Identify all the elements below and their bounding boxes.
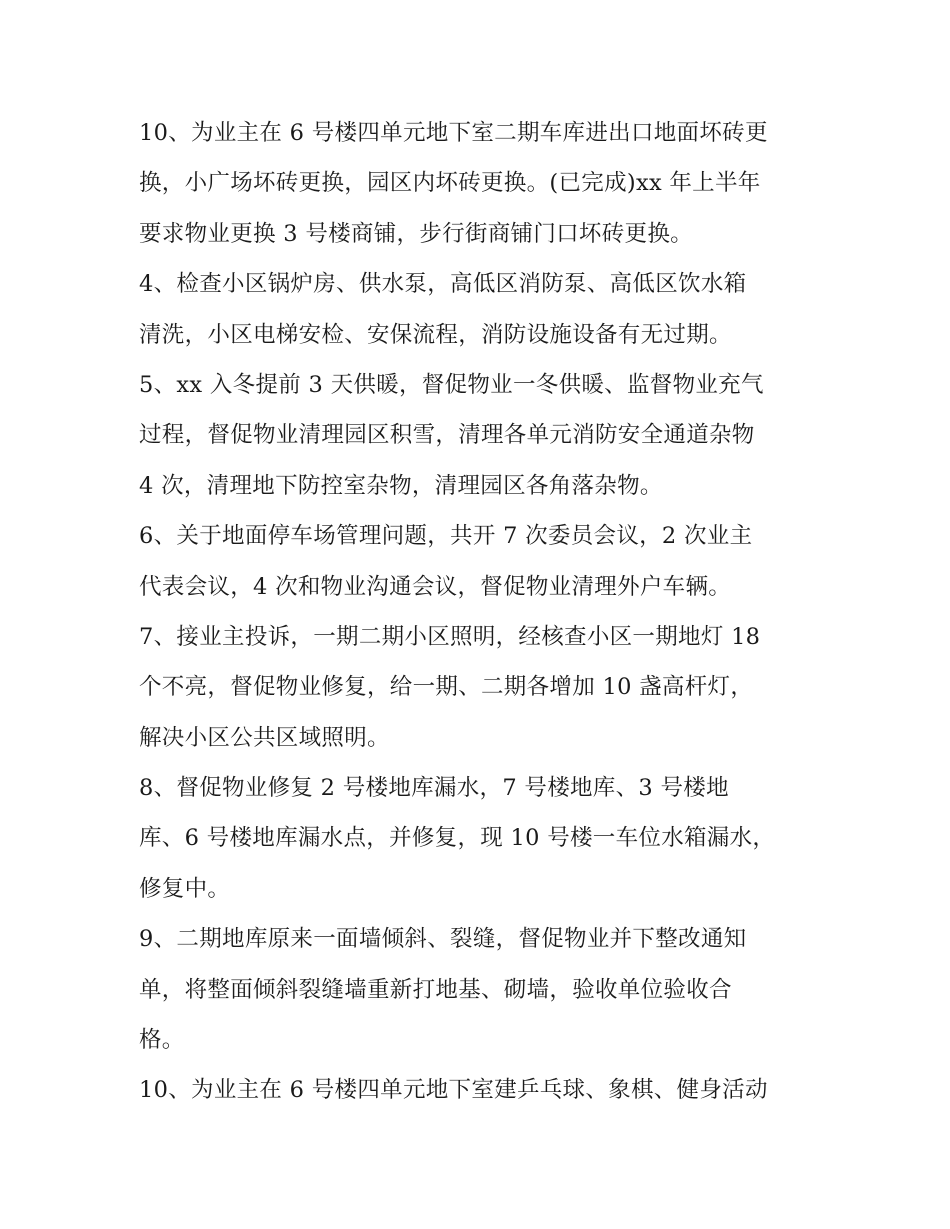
text-line: 个不亮，督促物业修复，给一期、二期各增加 10 盏高杆灯，: [139, 674, 754, 701]
text-line: 10、为业主在 6 号楼四单元地下室二期车库进出口地面坏砖更: [139, 120, 768, 146]
text-line: 换，小广场坏砖更换，园区内坏砖更换。(已完成)xx 年上半年: [139, 170, 761, 197]
text-line: 修复中。: [139, 875, 231, 902]
text-line: 10、为业主在 6 号楼四单元地下室建乒乓球、象棋、健身活动: [139, 1077, 768, 1104]
text-line: 解决小区公共区域照明。: [139, 724, 390, 751]
text-line: 6、关于地面停车场管理问题，共开 7 次委员会议，2 次业主: [139, 523, 753, 550]
text-line: 5、xx 入冬提前 3 天供暖，督促物业一冬供暖、监督物业充气: [139, 371, 764, 398]
text-line: 要求物业更换 3 号楼商铺，步行街商铺门口坏砖更换。: [139, 220, 693, 247]
text-line: 4、检查小区锅炉房、供水泵，高低区消防泵、高低区饮水箱: [139, 271, 747, 298]
text-line: 8、督促物业修复 2 号楼地库漏水，7 号楼地库、3 号楼地: [139, 775, 729, 802]
text-line: 格。: [139, 1027, 185, 1054]
text-line: 4 次，清理地下防控室杂物，清理园区各角落杂物。: [139, 472, 663, 499]
text-line: 代表会议，4 次和物业沟通会议，督促物业清理外户车辆。: [139, 573, 732, 600]
text-line: 过程，督促物业清理园区积雪，清理各单元消防安全通道杂物: [139, 422, 755, 449]
text-line: 7、接业主投诉，一期二期小区照明，经核查小区一期地灯 18: [139, 623, 761, 650]
text-line: 清洗，小区电梯安检、安保流程，消防设施设备有无过期。: [139, 321, 732, 348]
text-line: 9、二期地库原来一面墙倾斜、裂缝，督促物业并下整改通知: [139, 926, 747, 953]
document-body: [139, 108, 819, 1116]
text-line: 单，将整面倾斜裂缝墙重新打地基、砌墙，验收单位验收合: [139, 976, 732, 1003]
text-line: 库、6 号楼地库漏水点，并修复，现 10 号楼一车位水箱漏水，: [139, 825, 776, 852]
